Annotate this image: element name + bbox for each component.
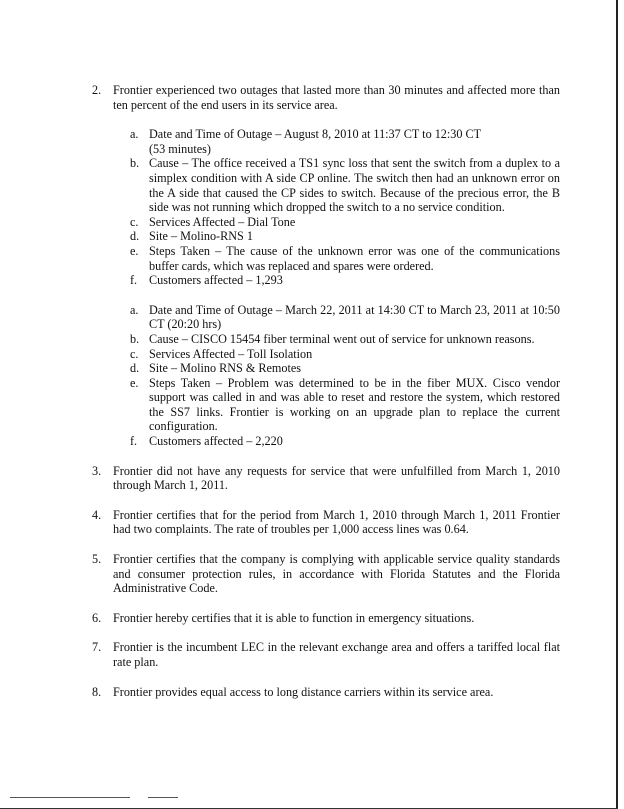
sub-text: Services Affected – Dial Tone xyxy=(149,214,296,229)
sub-letter: a. xyxy=(130,302,139,317)
sub-letter: b. xyxy=(130,331,140,346)
item-text: Frontier certifies that the company is complying with applicable service quality standards and consumer protection rules, in accordance with Florida Statutes and the Florida Administrative Code. xyxy=(113,552,560,596)
sub-text: Cause – The office received a TS1 sync loss that sent the switch from a duplex to a simplex condition with A side CP online. The switch then had an unknown error on the A side that caused the CP sides to switch. Because of the precious error, the B side was not running which dropped the switch to a no service condition. xyxy=(149,156,560,215)
item-number: 4. xyxy=(92,507,102,522)
outage-1-item-e xyxy=(92,244,560,273)
sub-text: Site – Molino-RNS 1 xyxy=(149,229,253,244)
outage-2-item-d xyxy=(92,361,560,376)
outage-1-item-b xyxy=(92,156,560,214)
item-text: Frontier certifies that for the period from March 1, 2010 through March 1, 2011 Frontier had two complaints. The rate of troubles per 1,000 access lines was 0.64. xyxy=(113,507,560,537)
item-number: 6. xyxy=(92,610,102,625)
footer-rule-left xyxy=(10,797,130,798)
item-number: 2. xyxy=(92,83,102,97)
item-number: 7. xyxy=(92,640,102,655)
sub-letter: a. xyxy=(130,127,139,142)
sub-letter: b. xyxy=(130,156,140,171)
list-item-5 xyxy=(92,552,560,596)
sub-text: Customers affected – 2,220 xyxy=(149,434,283,449)
sub-letter: c. xyxy=(130,346,139,361)
document-body xyxy=(92,83,560,699)
sub-letter: f. xyxy=(130,434,138,449)
sub-text: Steps Taken – The cause of the unknown error was one of the communications buffer cards, which was replaced and spares were ordered. xyxy=(149,243,560,273)
list-item-6 xyxy=(92,611,560,626)
sub-letter: e. xyxy=(130,243,139,258)
list-item-7 xyxy=(92,640,560,669)
outage-2-item-f xyxy=(92,434,560,449)
item-text: Frontier is the incumbent LEC in the relevant exchange area and offers a tariffed local flat rate plan. xyxy=(113,640,560,669)
item-text: Frontier provides equal access to long distance carriers within its service area. xyxy=(113,684,494,699)
outage-2-item-e xyxy=(92,376,560,434)
outage-2-item-b xyxy=(92,332,560,347)
sub-letter: e. xyxy=(130,375,139,390)
item-number: 8. xyxy=(92,684,102,699)
sub-text: Services Affected – Toll Isolation xyxy=(149,346,313,361)
item-text: Frontier experienced two outages that lasted more than 30 minutes and affected more than ten percent of the end users in its service area. xyxy=(113,83,560,112)
sub-text: Customers affected – 1,293 xyxy=(149,273,283,288)
footer-rule-right xyxy=(148,797,178,798)
list-item-4 xyxy=(92,508,560,537)
outage-2-item-a xyxy=(92,303,560,332)
item-text: Frontier did not have any requests for service that were unfulfilled from March 1, 2010 through March 1, 2011. xyxy=(113,463,560,493)
sub-letter: d. xyxy=(130,361,140,376)
sub-letter: d. xyxy=(130,229,140,244)
sub-text: Date and Time of Outage – March 22, 2011 at 14:30 CT to March 23, 2011 at 10:50 CT (20:20 hrs) xyxy=(149,302,560,332)
item-number: 3. xyxy=(92,463,102,478)
outage-1-item-a xyxy=(92,127,560,156)
item-text: Frontier hereby certifies that it is able to function in emergency situations. xyxy=(113,610,475,625)
outage-1-item-c xyxy=(92,215,560,230)
outage-1-item-f xyxy=(92,273,560,288)
list-item-3 xyxy=(92,464,560,493)
sub-text: Date and Time of Outage – August 8, 2010 at 11:37 CT to 12:30 CT xyxy=(149,127,482,142)
list-item-8 xyxy=(92,685,560,700)
outage-2-item-c xyxy=(92,347,560,362)
outage-1-item-d xyxy=(92,229,560,244)
sub-text: Cause – CISCO 15454 fiber terminal went out of service for unknown reasons. xyxy=(149,331,535,346)
sub-text: Site – Molino RNS & Remotes xyxy=(149,361,302,376)
sub-text: Steps Taken – Problem was determined to be in the fiber MUX. Cisco vendor support was called in and was able to reset and restore the system, which restored the SS7 links. Frontier is working on an upgrade plan to replace the current configuration. xyxy=(149,375,560,434)
sub-letter: c. xyxy=(130,214,139,229)
list-item-2 xyxy=(92,83,560,112)
sub-letter: f. xyxy=(130,273,138,288)
sub-text-continued: (53 minutes) xyxy=(149,141,211,156)
item-number: 5. xyxy=(92,552,102,567)
